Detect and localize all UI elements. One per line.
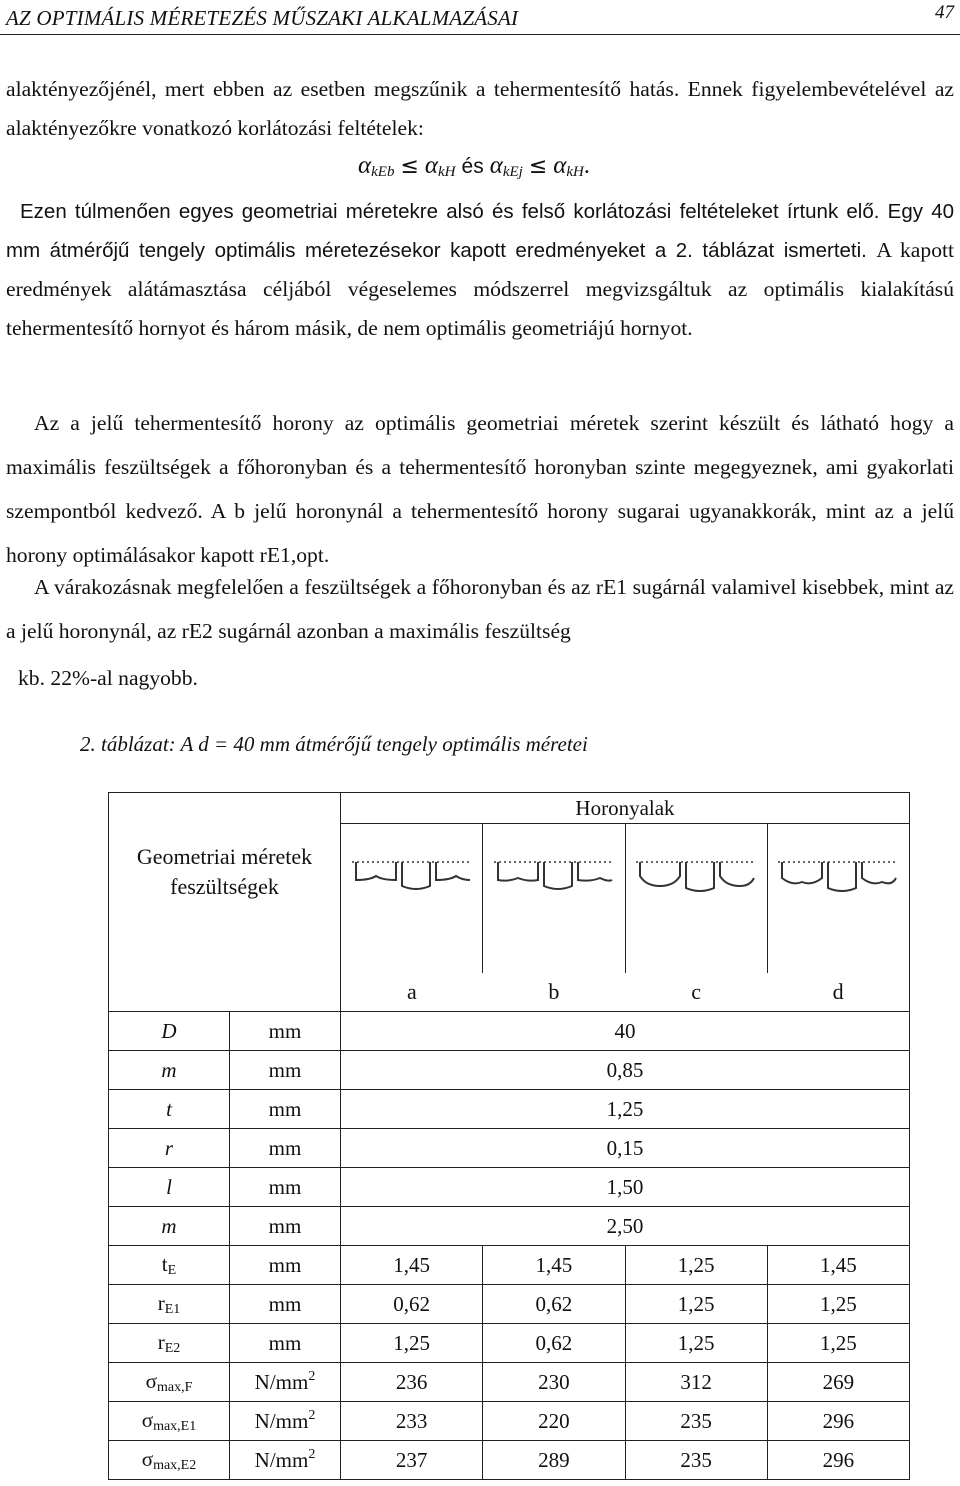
cell-a: 236 bbox=[341, 1363, 483, 1402]
dimensions-table bbox=[108, 792, 910, 1480]
cell-d: 1,25 bbox=[767, 1285, 909, 1324]
cell-a: 237 bbox=[341, 1441, 483, 1480]
row-unit: mm bbox=[230, 1012, 341, 1051]
table-row bbox=[109, 1285, 910, 1324]
row-value: 0,85 bbox=[341, 1051, 910, 1090]
running-header bbox=[0, 0, 960, 35]
row-unit: mm bbox=[230, 1090, 341, 1129]
row-unit: mm bbox=[230, 1168, 341, 1207]
row-unit: $N/mm^2$ bbox=[230, 1402, 341, 1441]
cell-b: 0,62 bbox=[483, 1324, 625, 1363]
row-unit: mm bbox=[230, 1246, 341, 1285]
row-value: 2,50 bbox=[341, 1207, 910, 1246]
cell-b: 220 bbox=[483, 1402, 625, 1441]
row-symbol: D bbox=[109, 1012, 230, 1051]
table-row bbox=[109, 1441, 910, 1480]
row-symbol: m bbox=[109, 1207, 230, 1246]
paragraph-3: Az a jelű tehermentesítő horony az optimális geometriai méretek szerint készült és látható hogy a maximális feszültségek a főhoronyban és a tehermentesítő horonyban szinte megegyeznek, ami gyakorlati szempontból kedvező. A b jelű horonynál a tehermentesítő horony sugarai ugyanakkorák, mint az a jelű horony optimálásakor kapott rE1,opt. bbox=[6, 411, 954, 567]
page-number: 47 bbox=[935, 2, 954, 23]
table-caption: 2. táblázat: A d = 40 mm átmérőjű tengely optimális méretei bbox=[80, 732, 588, 756]
paragraph-4b: kb. 22%-al nagyobb. bbox=[18, 666, 198, 690]
cell-a: 0,62 bbox=[341, 1285, 483, 1324]
groove-image-d bbox=[767, 824, 909, 973]
groove-image-b bbox=[483, 824, 625, 973]
cell-b: 1,45 bbox=[483, 1246, 625, 1285]
running-title: AZ OPTIMÁLIS MÉRETEZÉS MŰSZAKI ALKALMAZÁSAI bbox=[6, 6, 519, 30]
groove-d-icon bbox=[778, 852, 898, 912]
row-symbol: $\sigma_{max,E1}$ bbox=[109, 1402, 230, 1441]
row-symbol: $\sigma_{max,E2}$ bbox=[109, 1441, 230, 1480]
row-unit: $N/mm^2$ bbox=[230, 1363, 341, 1402]
table-row bbox=[109, 1051, 910, 1090]
row-unit: mm bbox=[230, 1051, 341, 1090]
table-row bbox=[109, 1090, 910, 1129]
groove-a-icon bbox=[352, 852, 472, 912]
paragraph-2b: A kapott eredmények alátámasztása céljából végeselemes módszerrel megvizsgáltuk az optimális kialakítású tehermentesítő hornyot és három másik, de nem optimális geometriájú hornyot. bbox=[6, 238, 954, 340]
horonyalak-header: Horonyalak bbox=[341, 793, 910, 824]
cell-b: 289 bbox=[483, 1441, 625, 1480]
paragraph-2: Ezen túlmenően egyes geometriai méretekre alsó és felső korlátozási feltételeket írtunk elő. Egy 40 mm átmérőjű tengely optimális méretezésekor kapott eredményeket a 2. táblázat ismerteti. bbox=[6, 200, 954, 262]
groove-image-a bbox=[341, 824, 483, 973]
table-row bbox=[109, 1402, 910, 1441]
row-unit: mm bbox=[230, 1207, 341, 1246]
cell-a: 233 bbox=[341, 1402, 483, 1441]
groove-b-icon bbox=[494, 852, 614, 912]
row-value: 1,50 bbox=[341, 1168, 910, 1207]
row-value: 40 bbox=[341, 1012, 910, 1051]
row-value: 0,15 bbox=[341, 1129, 910, 1168]
table-row bbox=[109, 1363, 910, 1402]
row-symbol: $\sigma_{max,F}$ bbox=[109, 1363, 230, 1402]
row-symbol: $r_{E2}$ bbox=[109, 1324, 230, 1363]
row-symbol: $r_{E1}$ bbox=[109, 1285, 230, 1324]
groove-image-c bbox=[625, 824, 767, 973]
geometry-header: Geometriai méretek feszültségek bbox=[109, 793, 341, 1012]
cell-d: 269 bbox=[767, 1363, 909, 1402]
cell-d: 1,25 bbox=[767, 1324, 909, 1363]
table-row bbox=[109, 1012, 910, 1051]
column-label-b: b bbox=[483, 973, 625, 1012]
row-symbol: t bbox=[109, 1090, 230, 1129]
table-header-row bbox=[109, 793, 910, 824]
row-symbol: r bbox=[109, 1129, 230, 1168]
paragraph-4: A várakozásnak megfelelően a feszültségek a főhoronyban és az rE1 sugárnál valamivel kisebbek, mint az a jelű horonynál, az rE2 sugárnál azonban a maximális feszültség bbox=[6, 575, 954, 643]
cell-a: 1,45 bbox=[341, 1246, 483, 1285]
table-row bbox=[109, 1324, 910, 1363]
table-row bbox=[109, 1129, 910, 1168]
groove-c-icon bbox=[636, 852, 756, 912]
cell-b: 230 bbox=[483, 1363, 625, 1402]
table-row bbox=[109, 1207, 910, 1246]
table-row bbox=[109, 1246, 910, 1285]
row-value: 1,25 bbox=[341, 1090, 910, 1129]
row-unit: $N/mm^2$ bbox=[230, 1441, 341, 1480]
cell-c: 1,25 bbox=[625, 1324, 767, 1363]
cell-d: 1,45 bbox=[767, 1246, 909, 1285]
constraint-formula: $\alpha_{kEb} \le \alpha_{kH}$ és $\alpha_{kEj} \le \alpha_{kH}$. bbox=[358, 152, 590, 180]
cell-c: 235 bbox=[625, 1441, 767, 1480]
cell-c: 235 bbox=[625, 1402, 767, 1441]
row-unit: mm bbox=[230, 1324, 341, 1363]
cell-c: 1,25 bbox=[625, 1285, 767, 1324]
row-symbol: $t_E$ bbox=[109, 1246, 230, 1285]
column-label-a: a bbox=[341, 973, 483, 1012]
cell-d: 296 bbox=[767, 1441, 909, 1480]
cell-c: 312 bbox=[625, 1363, 767, 1402]
table-row bbox=[109, 1168, 910, 1207]
cell-b: 0,62 bbox=[483, 1285, 625, 1324]
row-unit: mm bbox=[230, 1129, 341, 1168]
paragraph-1: alaktényezőjénél, mert ebben az esetben megszűnik a tehermentesítő hatás. Ennek figyelembevételével az alaktényezőkre vonatkozó korlátozási feltételek: bbox=[6, 77, 954, 140]
cell-a: 1,25 bbox=[341, 1324, 483, 1363]
cell-d: 296 bbox=[767, 1402, 909, 1441]
column-label-d: d bbox=[767, 973, 909, 1012]
cell-c: 1,25 bbox=[625, 1246, 767, 1285]
row-symbol: l bbox=[109, 1168, 230, 1207]
row-unit: mm bbox=[230, 1285, 341, 1324]
row-symbol: m bbox=[109, 1051, 230, 1090]
column-label-c: c bbox=[625, 973, 767, 1012]
